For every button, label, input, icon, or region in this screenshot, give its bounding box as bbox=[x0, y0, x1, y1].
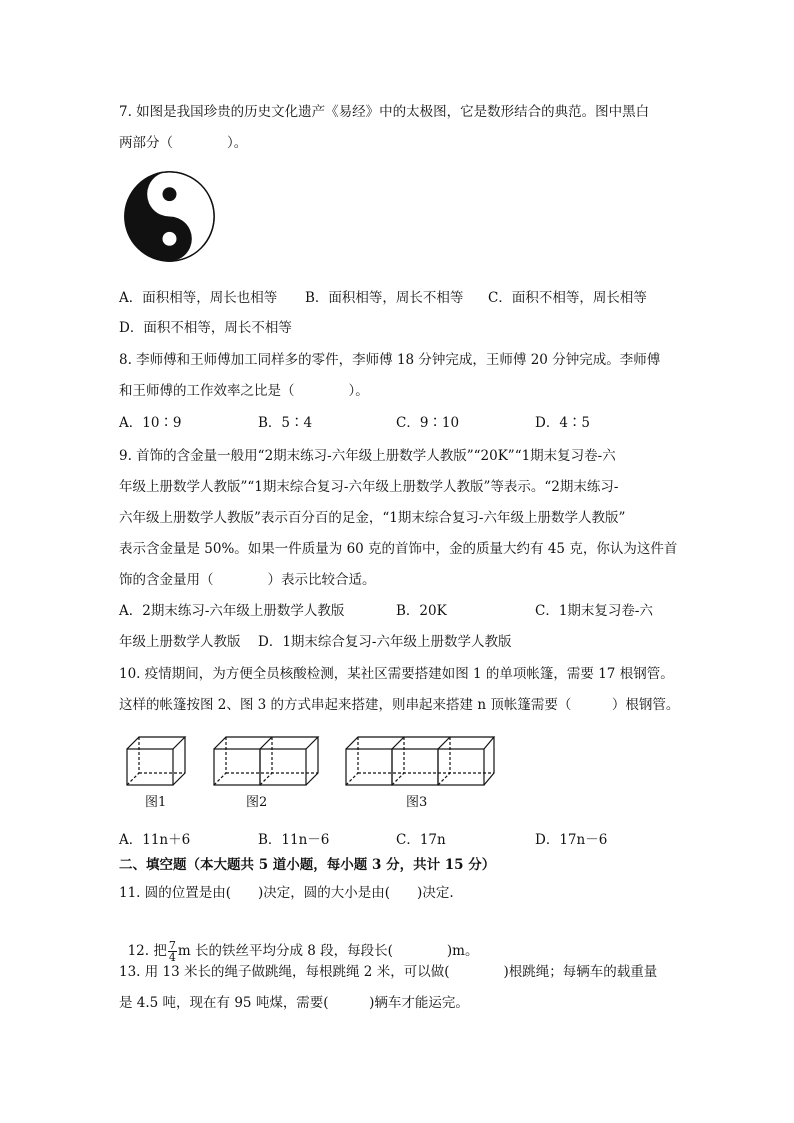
q8-stem-line1: 8. 李师傅和王师傅加工同样多的零件，李师傅 18 分钟完成，王师傅 20 分钟完成。李师傅 bbox=[119, 352, 661, 368]
q10-stem-line1: 10. 疫情期间，为方便全员核酸检测，某社区需要搭建如图 1 的单项帐篷，需要 17 根钢管。 bbox=[119, 666, 674, 682]
q10-option-c: C．17n bbox=[396, 832, 446, 848]
q9-option-b: B．20K bbox=[396, 603, 447, 619]
q10-option-d: D．17n－6 bbox=[535, 832, 608, 848]
q9-stem-line3: 六年级上册数学人教版”表示百分百的足金，“1期末综合复习-六年级上册数学人教版” bbox=[119, 510, 626, 526]
q10-option-a: A．11n＋6 bbox=[119, 832, 191, 848]
q8-option-d: D．4∶5 bbox=[535, 415, 591, 431]
q10-stem-line2: 这样的帐篷按图 2、图 3 的方式串起来搭建，则串起来搭建 n 顶帐篷需要（ ）根钢管。 bbox=[119, 697, 680, 713]
q9-option-c-continued: 年级上册数学人教版 bbox=[119, 634, 241, 650]
q8-option-c: C．9∶10 bbox=[396, 415, 460, 431]
q11-stem: 11. 圆的位置是由( )决定，圆的大小是由( )决定. bbox=[119, 885, 454, 901]
q12-suffix: m 长的铁丝平均分成 8 段，每段长( )m。 bbox=[177, 943, 479, 959]
q10-option-b: B．11n－6 bbox=[258, 832, 330, 848]
q8-option-a: A．10∶9 bbox=[119, 415, 182, 431]
q8-option-b: B．5∶4 bbox=[258, 415, 313, 431]
q9-stem-line5: 饰的含金量用（ ）表示比较合适。 bbox=[119, 572, 376, 588]
q12-fraction-denominator: 4 bbox=[168, 951, 176, 964]
figure-3-label: 图3 bbox=[406, 795, 428, 810]
q9-option-c: C．1期末复习卷-六 bbox=[535, 603, 653, 619]
q7-option-b: B．面积相等，周长不相等 bbox=[305, 290, 464, 306]
q9-stem-line4: 表示含金量是 50%。如果一件质量为 60 克的首饰中，金的质量大约有 45 克，你认为这件首 bbox=[119, 541, 678, 557]
q9-stem-line1: 9. 首饰的含金量一般用“2期末练习-六年级上册数学人教版”“20K”“1期末复习卷-六 bbox=[119, 448, 616, 464]
q7-option-d: D．面积不相等，周长不相等 bbox=[119, 320, 292, 336]
q13-stem-line1: 13. 用 13 米长的绳子做跳绳，每根跳绳 2 米，可以做( )根跳绳；每辆车的载重量 bbox=[119, 964, 658, 980]
q9-stem-line2: 年级上册数学人教版”“1期末综合复习-六年级上册数学人教版”等表示。“2期末练习- bbox=[119, 479, 619, 495]
figure-2-label: 图2 bbox=[246, 795, 268, 810]
tent-figure-3 bbox=[344, 733, 496, 787]
q12-prefix: 12. 把 bbox=[127, 943, 167, 959]
q7-option-a: A．面积相等，周长也相等 bbox=[119, 290, 278, 306]
tent-figure-1 bbox=[125, 733, 189, 787]
q7-stem-line2: 两部分（ ）。 bbox=[119, 135, 248, 151]
q12-fraction-numerator: 7 bbox=[168, 939, 176, 952]
q9-option-d: D．1期末综合复习-六年级上册数学人教版 bbox=[258, 634, 512, 650]
q12-fraction bbox=[168, 940, 177, 963]
q13-stem-line2: 是 4.5 吨，现在有 95 吨煤，需要( )辆车才能运完。 bbox=[119, 995, 469, 1011]
section-2-heading: 二、填空题（本大题共 5 道小题，每小题 3 分，共计 15 分） bbox=[119, 857, 496, 873]
q8-stem-line2: 和王师傅的工作效率之比是（ ）。 bbox=[119, 383, 369, 399]
figure-1-label: 图1 bbox=[145, 795, 167, 810]
tent-figure-2 bbox=[212, 733, 320, 787]
taiji-yin-yang-icon bbox=[123, 170, 216, 263]
q7-stem-line1: 7. 如图是我国珍贵的历史文化遗产《易经》中的太极图，它是数形结合的典范。图中黑白 bbox=[119, 104, 650, 120]
q9-option-a: A．2期末练习-六年级上册数学人教版 bbox=[119, 603, 345, 619]
q7-option-c: C．面积不相等，周长相等 bbox=[488, 290, 647, 306]
q12-stem bbox=[119, 920, 478, 963]
